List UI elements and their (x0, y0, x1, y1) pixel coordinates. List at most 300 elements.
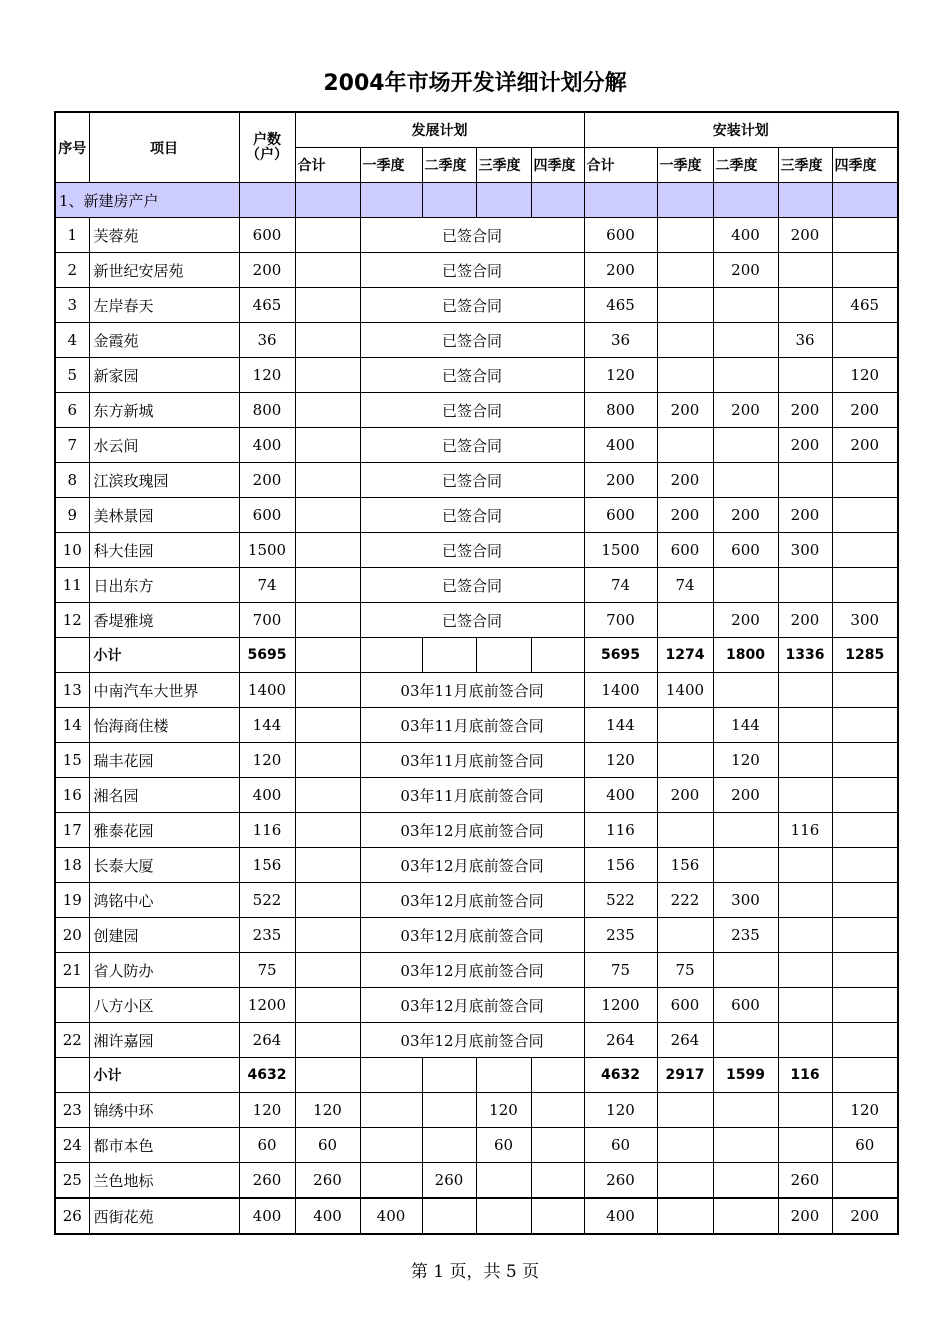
install-q1-cell (657, 603, 713, 638)
dev-cell (360, 1058, 422, 1093)
dev-cell (531, 638, 584, 673)
install-q4-cell: 465 (832, 288, 898, 323)
install-q1-cell (657, 813, 713, 848)
dev-total-cell (295, 463, 360, 498)
install-q3-cell (778, 358, 832, 393)
install-q3-cell: 116 (778, 813, 832, 848)
households-cell: 1200 (239, 988, 295, 1023)
install-total-cell: 235 (584, 918, 657, 953)
subtotal-label: 小计 (89, 638, 239, 673)
install-total-cell: 36 (584, 323, 657, 358)
seq-cell: 23 (55, 1093, 89, 1128)
install-q2-cell (713, 813, 778, 848)
households-cell: 264 (239, 1023, 295, 1058)
table-row (55, 1023, 898, 1058)
seq-cell: 15 (55, 743, 89, 778)
table-row (55, 778, 898, 813)
dev-cell (422, 1058, 476, 1093)
dev-total-cell (295, 708, 360, 743)
section-cell (531, 183, 584, 218)
seq-cell (55, 638, 89, 673)
project-name-cell: 中南汽车大世界 (89, 673, 239, 708)
install-q1-cell (657, 708, 713, 743)
install-q1-cell: 264 (657, 1023, 713, 1058)
table-row (55, 568, 898, 603)
seq-cell: 4 (55, 323, 89, 358)
contract-status-cell: 03年12月底前签合同 (360, 918, 584, 953)
households-cell: 144 (239, 708, 295, 743)
install-q3-cell: 260 (778, 1163, 832, 1199)
dev-total-cell: 120 (295, 1093, 360, 1128)
install-q1-cell: 600 (657, 988, 713, 1023)
header-dev-q1: 一季度 (360, 148, 422, 183)
project-name-cell: 鸿铭中心 (89, 883, 239, 918)
install-q1-cell (657, 358, 713, 393)
project-name-cell: 左岸春天 (89, 288, 239, 323)
seq-cell: 20 (55, 918, 89, 953)
dev-q1-cell (360, 1163, 422, 1199)
table-row (55, 358, 898, 393)
install-q2-cell (713, 1128, 778, 1163)
section-cell (295, 183, 360, 218)
header-inst-q1: 一季度 (657, 148, 713, 183)
seq-cell: 14 (55, 708, 89, 743)
install-q1-cell: 75 (657, 953, 713, 988)
dev-q3-cell (476, 1163, 531, 1199)
seq-cell: 25 (55, 1163, 89, 1199)
table-row (55, 988, 898, 1023)
dev-q4-cell (531, 1093, 584, 1128)
seq-cell: 6 (55, 393, 89, 428)
households-cell: 600 (239, 218, 295, 253)
households-cell: 120 (239, 1093, 295, 1128)
install-q4-cell: 200 (832, 393, 898, 428)
install-total-cell: 400 (584, 428, 657, 463)
seq-cell: 13 (55, 673, 89, 708)
dev-q3-cell: 60 (476, 1128, 531, 1163)
dev-q4-cell (531, 1128, 584, 1163)
households-cell: 400 (239, 778, 295, 813)
install-q1-cell: 2917 (657, 1058, 713, 1093)
section-title: 1、新建房产户 (55, 183, 239, 218)
project-name-cell: 创建园 (89, 918, 239, 953)
header-dev-q2: 二季度 (422, 148, 476, 183)
dev-q4-cell (531, 1198, 584, 1234)
install-q4-cell: 200 (832, 1198, 898, 1234)
seq-cell: 16 (55, 778, 89, 813)
project-name-cell: 雅泰花园 (89, 813, 239, 848)
project-name-cell: 长泰大厦 (89, 848, 239, 883)
install-q2-cell (713, 323, 778, 358)
seq-cell: 11 (55, 568, 89, 603)
table-row (55, 323, 898, 358)
table-row (55, 708, 898, 743)
dev-total-cell (295, 218, 360, 253)
contract-status-cell: 已签合同 (360, 463, 584, 498)
seq-cell: 7 (55, 428, 89, 463)
install-q1-cell: 74 (657, 568, 713, 603)
install-q1-cell (657, 253, 713, 288)
households-cell: 75 (239, 953, 295, 988)
install-q4-cell (832, 463, 898, 498)
seq-cell: 2 (55, 253, 89, 288)
header-inst-q3: 三季度 (778, 148, 832, 183)
install-q3-cell (778, 918, 832, 953)
table-row (55, 918, 898, 953)
install-total-cell: 522 (584, 883, 657, 918)
header-install-plan: 安装计划 (584, 112, 898, 148)
install-q1-cell (657, 323, 713, 358)
seq-cell: 10 (55, 533, 89, 568)
contract-status-cell: 03年12月底前签合同 (360, 953, 584, 988)
dev-q2-cell (422, 1128, 476, 1163)
table-row (55, 253, 898, 288)
install-total-cell: 800 (584, 393, 657, 428)
dev-q2-cell: 260 (422, 1163, 476, 1199)
project-name-cell: 水云间 (89, 428, 239, 463)
table-row (55, 1128, 898, 1163)
install-q2-cell (713, 1093, 778, 1128)
install-q3-cell: 300 (778, 533, 832, 568)
install-total-cell: 120 (584, 743, 657, 778)
seq-cell: 3 (55, 288, 89, 323)
dev-total-cell (295, 393, 360, 428)
table-row (55, 393, 898, 428)
install-total-cell: 1400 (584, 673, 657, 708)
seq-cell: 1 (55, 218, 89, 253)
install-q4-cell (832, 498, 898, 533)
install-q1-cell: 600 (657, 533, 713, 568)
table-row (55, 673, 898, 708)
project-name-cell: 新世纪安居苑 (89, 253, 239, 288)
project-name-cell: 省人防办 (89, 953, 239, 988)
install-total-cell: 400 (584, 1198, 657, 1234)
install-total-cell: 120 (584, 358, 657, 393)
install-q2-cell: 1800 (713, 638, 778, 673)
subtotal-households: 5695 (239, 638, 295, 673)
install-q4-cell (832, 1058, 898, 1093)
section-cell (476, 183, 531, 218)
section-row (55, 183, 898, 218)
dev-cell (295, 1058, 360, 1093)
install-q3-cell: 200 (778, 428, 832, 463)
section-cell (422, 183, 476, 218)
install-q1-cell (657, 218, 713, 253)
table-row (55, 1198, 898, 1234)
plan-table (54, 111, 899, 1235)
install-total-cell: 264 (584, 1023, 657, 1058)
install-q1-cell (657, 1198, 713, 1234)
seq-cell (55, 988, 89, 1023)
table-row (55, 463, 898, 498)
install-total-cell: 60 (584, 1128, 657, 1163)
project-name-cell: 芙蓉苑 (89, 218, 239, 253)
install-q4-cell (832, 533, 898, 568)
dev-q1-cell (360, 1093, 422, 1128)
install-total-cell: 700 (584, 603, 657, 638)
contract-status-cell: 03年12月底前签合同 (360, 848, 584, 883)
install-q4-cell (832, 988, 898, 1023)
install-q3-cell (778, 673, 832, 708)
install-q4-cell (832, 218, 898, 253)
install-q4-cell (832, 708, 898, 743)
dev-cell (476, 638, 531, 673)
contract-status-cell: 已签合同 (360, 428, 584, 463)
install-q3-cell: 200 (778, 393, 832, 428)
install-q3-cell (778, 288, 832, 323)
dev-q1-cell (360, 1128, 422, 1163)
install-q3-cell (778, 708, 832, 743)
install-q1-cell (657, 428, 713, 463)
install-q4-cell (832, 1023, 898, 1058)
subtotal-row (55, 1058, 898, 1093)
dev-cell (531, 1058, 584, 1093)
dev-q2-cell (422, 1093, 476, 1128)
install-q3-cell (778, 1093, 832, 1128)
table-row (55, 428, 898, 463)
contract-status-cell: 03年12月底前签合同 (360, 988, 584, 1023)
dev-total-cell (295, 253, 360, 288)
install-total-cell: 600 (584, 498, 657, 533)
install-total-cell: 400 (584, 778, 657, 813)
seq-cell: 26 (55, 1198, 89, 1234)
households-cell: 400 (239, 428, 295, 463)
install-q2-cell: 200 (713, 393, 778, 428)
install-q4-cell: 120 (832, 358, 898, 393)
table-row (55, 953, 898, 988)
table-row (55, 533, 898, 568)
install-q2-cell (713, 1023, 778, 1058)
install-q4-cell: 120 (832, 1093, 898, 1128)
install-total-cell: 120 (584, 1093, 657, 1128)
project-name-cell: 江滨玫瑰园 (89, 463, 239, 498)
install-q2-cell: 1599 (713, 1058, 778, 1093)
contract-status-cell: 03年11月底前签合同 (360, 778, 584, 813)
table-row (55, 848, 898, 883)
project-name-cell: 八方小区 (89, 988, 239, 1023)
dev-total-cell (295, 883, 360, 918)
install-q4-cell: 1285 (832, 638, 898, 673)
install-q4-cell: 200 (832, 428, 898, 463)
install-total-cell: 200 (584, 253, 657, 288)
install-q4-cell (832, 813, 898, 848)
install-q3-cell (778, 463, 832, 498)
project-name-cell: 科大佳园 (89, 533, 239, 568)
install-q1-cell: 1274 (657, 638, 713, 673)
dev-q1-cell: 400 (360, 1198, 422, 1234)
contract-status-cell: 已签合同 (360, 323, 584, 358)
households-cell: 120 (239, 743, 295, 778)
contract-status-cell: 03年11月底前签合同 (360, 673, 584, 708)
install-q2-cell (713, 848, 778, 883)
install-total-cell: 144 (584, 708, 657, 743)
install-total-cell: 260 (584, 1163, 657, 1199)
contract-status-cell: 03年12月底前签合同 (360, 813, 584, 848)
dev-q4-cell (531, 1163, 584, 1199)
table-row (55, 498, 898, 533)
dev-total-cell (295, 673, 360, 708)
header-seq: 序号 (55, 112, 89, 183)
households-cell: 235 (239, 918, 295, 953)
households-cell: 120 (239, 358, 295, 393)
install-q1-cell: 1400 (657, 673, 713, 708)
install-q3-cell: 200 (778, 218, 832, 253)
contract-status-cell: 已签合同 (360, 358, 584, 393)
header-dev-q4: 四季度 (531, 148, 584, 183)
households-cell: 200 (239, 463, 295, 498)
households-cell: 800 (239, 393, 295, 428)
install-q1-cell (657, 1163, 713, 1199)
install-q3-cell (778, 778, 832, 813)
header-project: 项目 (89, 112, 239, 183)
seq-cell: 18 (55, 848, 89, 883)
project-name-cell: 西街花苑 (89, 1198, 239, 1234)
seq-cell: 12 (55, 603, 89, 638)
install-q2-cell: 400 (713, 218, 778, 253)
dev-total-cell (295, 568, 360, 603)
project-name-cell: 都市本色 (89, 1128, 239, 1163)
install-q2-cell (713, 1163, 778, 1199)
install-q2-cell: 200 (713, 498, 778, 533)
install-q2-cell (713, 288, 778, 323)
page-title: 2004年市场开发详细计划分解 (323, 71, 627, 96)
contract-status-cell: 已签合同 (360, 568, 584, 603)
install-q1-cell: 156 (657, 848, 713, 883)
install-q2-cell: 600 (713, 988, 778, 1023)
page-footer: 第 1 页，共 5 页 (410, 1262, 540, 1282)
install-q3-cell (778, 988, 832, 1023)
seq-cell: 22 (55, 1023, 89, 1058)
install-q4-cell (832, 1163, 898, 1199)
install-q3-cell: 1336 (778, 638, 832, 673)
install-q1-cell (657, 918, 713, 953)
households-cell: 200 (239, 253, 295, 288)
project-name-cell: 金霞苑 (89, 323, 239, 358)
install-q2-cell (713, 463, 778, 498)
dev-total-cell (295, 498, 360, 533)
subtotal-households: 4632 (239, 1058, 295, 1093)
project-name-cell: 美林景园 (89, 498, 239, 533)
contract-status-cell: 已签合同 (360, 218, 584, 253)
install-q4-cell (832, 848, 898, 883)
install-q3-cell (778, 743, 832, 778)
install-q1-cell: 200 (657, 498, 713, 533)
install-q2-cell: 300 (713, 883, 778, 918)
households-cell: 1500 (239, 533, 295, 568)
table-row (55, 883, 898, 918)
install-total-cell: 1200 (584, 988, 657, 1023)
dev-cell (476, 1058, 531, 1093)
install-q4-cell (832, 253, 898, 288)
install-total-cell: 5695 (584, 638, 657, 673)
install-q3-cell: 200 (778, 498, 832, 533)
install-q3-cell: 200 (778, 603, 832, 638)
install-q2-cell: 200 (713, 253, 778, 288)
table-row (55, 1163, 898, 1199)
install-q2-cell: 200 (713, 778, 778, 813)
dev-total-cell: 60 (295, 1128, 360, 1163)
install-q2-cell (713, 568, 778, 603)
header-dev-total: 合计 (295, 148, 360, 183)
install-q4-cell: 300 (832, 603, 898, 638)
contract-status-cell: 已签合同 (360, 498, 584, 533)
table-row (55, 218, 898, 253)
contract-status-cell: 已签合同 (360, 288, 584, 323)
install-q1-cell (657, 743, 713, 778)
dev-total-cell (295, 358, 360, 393)
seq-cell: 17 (55, 813, 89, 848)
install-q2-cell: 144 (713, 708, 778, 743)
contract-status-cell: 03年12月底前签合同 (360, 1023, 584, 1058)
header-dev-plan: 发展计划 (295, 112, 584, 148)
install-total-cell: 116 (584, 813, 657, 848)
seq-cell: 24 (55, 1128, 89, 1163)
install-q4-cell (832, 883, 898, 918)
dev-cell (295, 638, 360, 673)
dev-cell (422, 638, 476, 673)
dev-cell (360, 638, 422, 673)
dev-total-cell (295, 1023, 360, 1058)
project-name-cell: 湘名园 (89, 778, 239, 813)
project-name-cell: 新家园 (89, 358, 239, 393)
install-q3-cell (778, 253, 832, 288)
section-cell (239, 183, 295, 218)
contract-status-cell: 03年11月底前签合同 (360, 743, 584, 778)
seq-cell: 19 (55, 883, 89, 918)
project-name-cell: 东方新城 (89, 393, 239, 428)
households-cell: 36 (239, 323, 295, 358)
install-q3-cell (778, 883, 832, 918)
section-cell (360, 183, 422, 218)
households-cell: 400 (239, 1198, 295, 1234)
dev-total-cell (295, 813, 360, 848)
dev-total-cell (295, 288, 360, 323)
seq-cell (55, 1058, 89, 1093)
seq-cell: 9 (55, 498, 89, 533)
section-cell (713, 183, 778, 218)
table-row (55, 603, 898, 638)
install-q4-cell (832, 323, 898, 358)
contract-status-cell: 已签合同 (360, 253, 584, 288)
table-row (55, 288, 898, 323)
install-total-cell: 600 (584, 218, 657, 253)
install-total-cell: 4632 (584, 1058, 657, 1093)
section-cell (584, 183, 657, 218)
table-row (55, 813, 898, 848)
project-name-cell: 兰色地标 (89, 1163, 239, 1199)
install-q4-cell (832, 953, 898, 988)
install-q1-cell (657, 1093, 713, 1128)
project-name-cell: 香堤雅境 (89, 603, 239, 638)
households-cell: 700 (239, 603, 295, 638)
install-total-cell: 1500 (584, 533, 657, 568)
households-cell: 116 (239, 813, 295, 848)
seq-cell: 21 (55, 953, 89, 988)
dev-total-cell (295, 988, 360, 1023)
install-q3-cell: 200 (778, 1198, 832, 1234)
install-total-cell: 465 (584, 288, 657, 323)
install-total-cell: 156 (584, 848, 657, 883)
install-q3-cell (778, 848, 832, 883)
install-total-cell: 74 (584, 568, 657, 603)
install-q2-cell: 235 (713, 918, 778, 953)
section-cell (778, 183, 832, 218)
install-q3-cell (778, 953, 832, 988)
contract-status-cell: 已签合同 (360, 533, 584, 568)
dev-total-cell (295, 953, 360, 988)
seq-cell: 5 (55, 358, 89, 393)
project-name-cell: 怡海商住楼 (89, 708, 239, 743)
